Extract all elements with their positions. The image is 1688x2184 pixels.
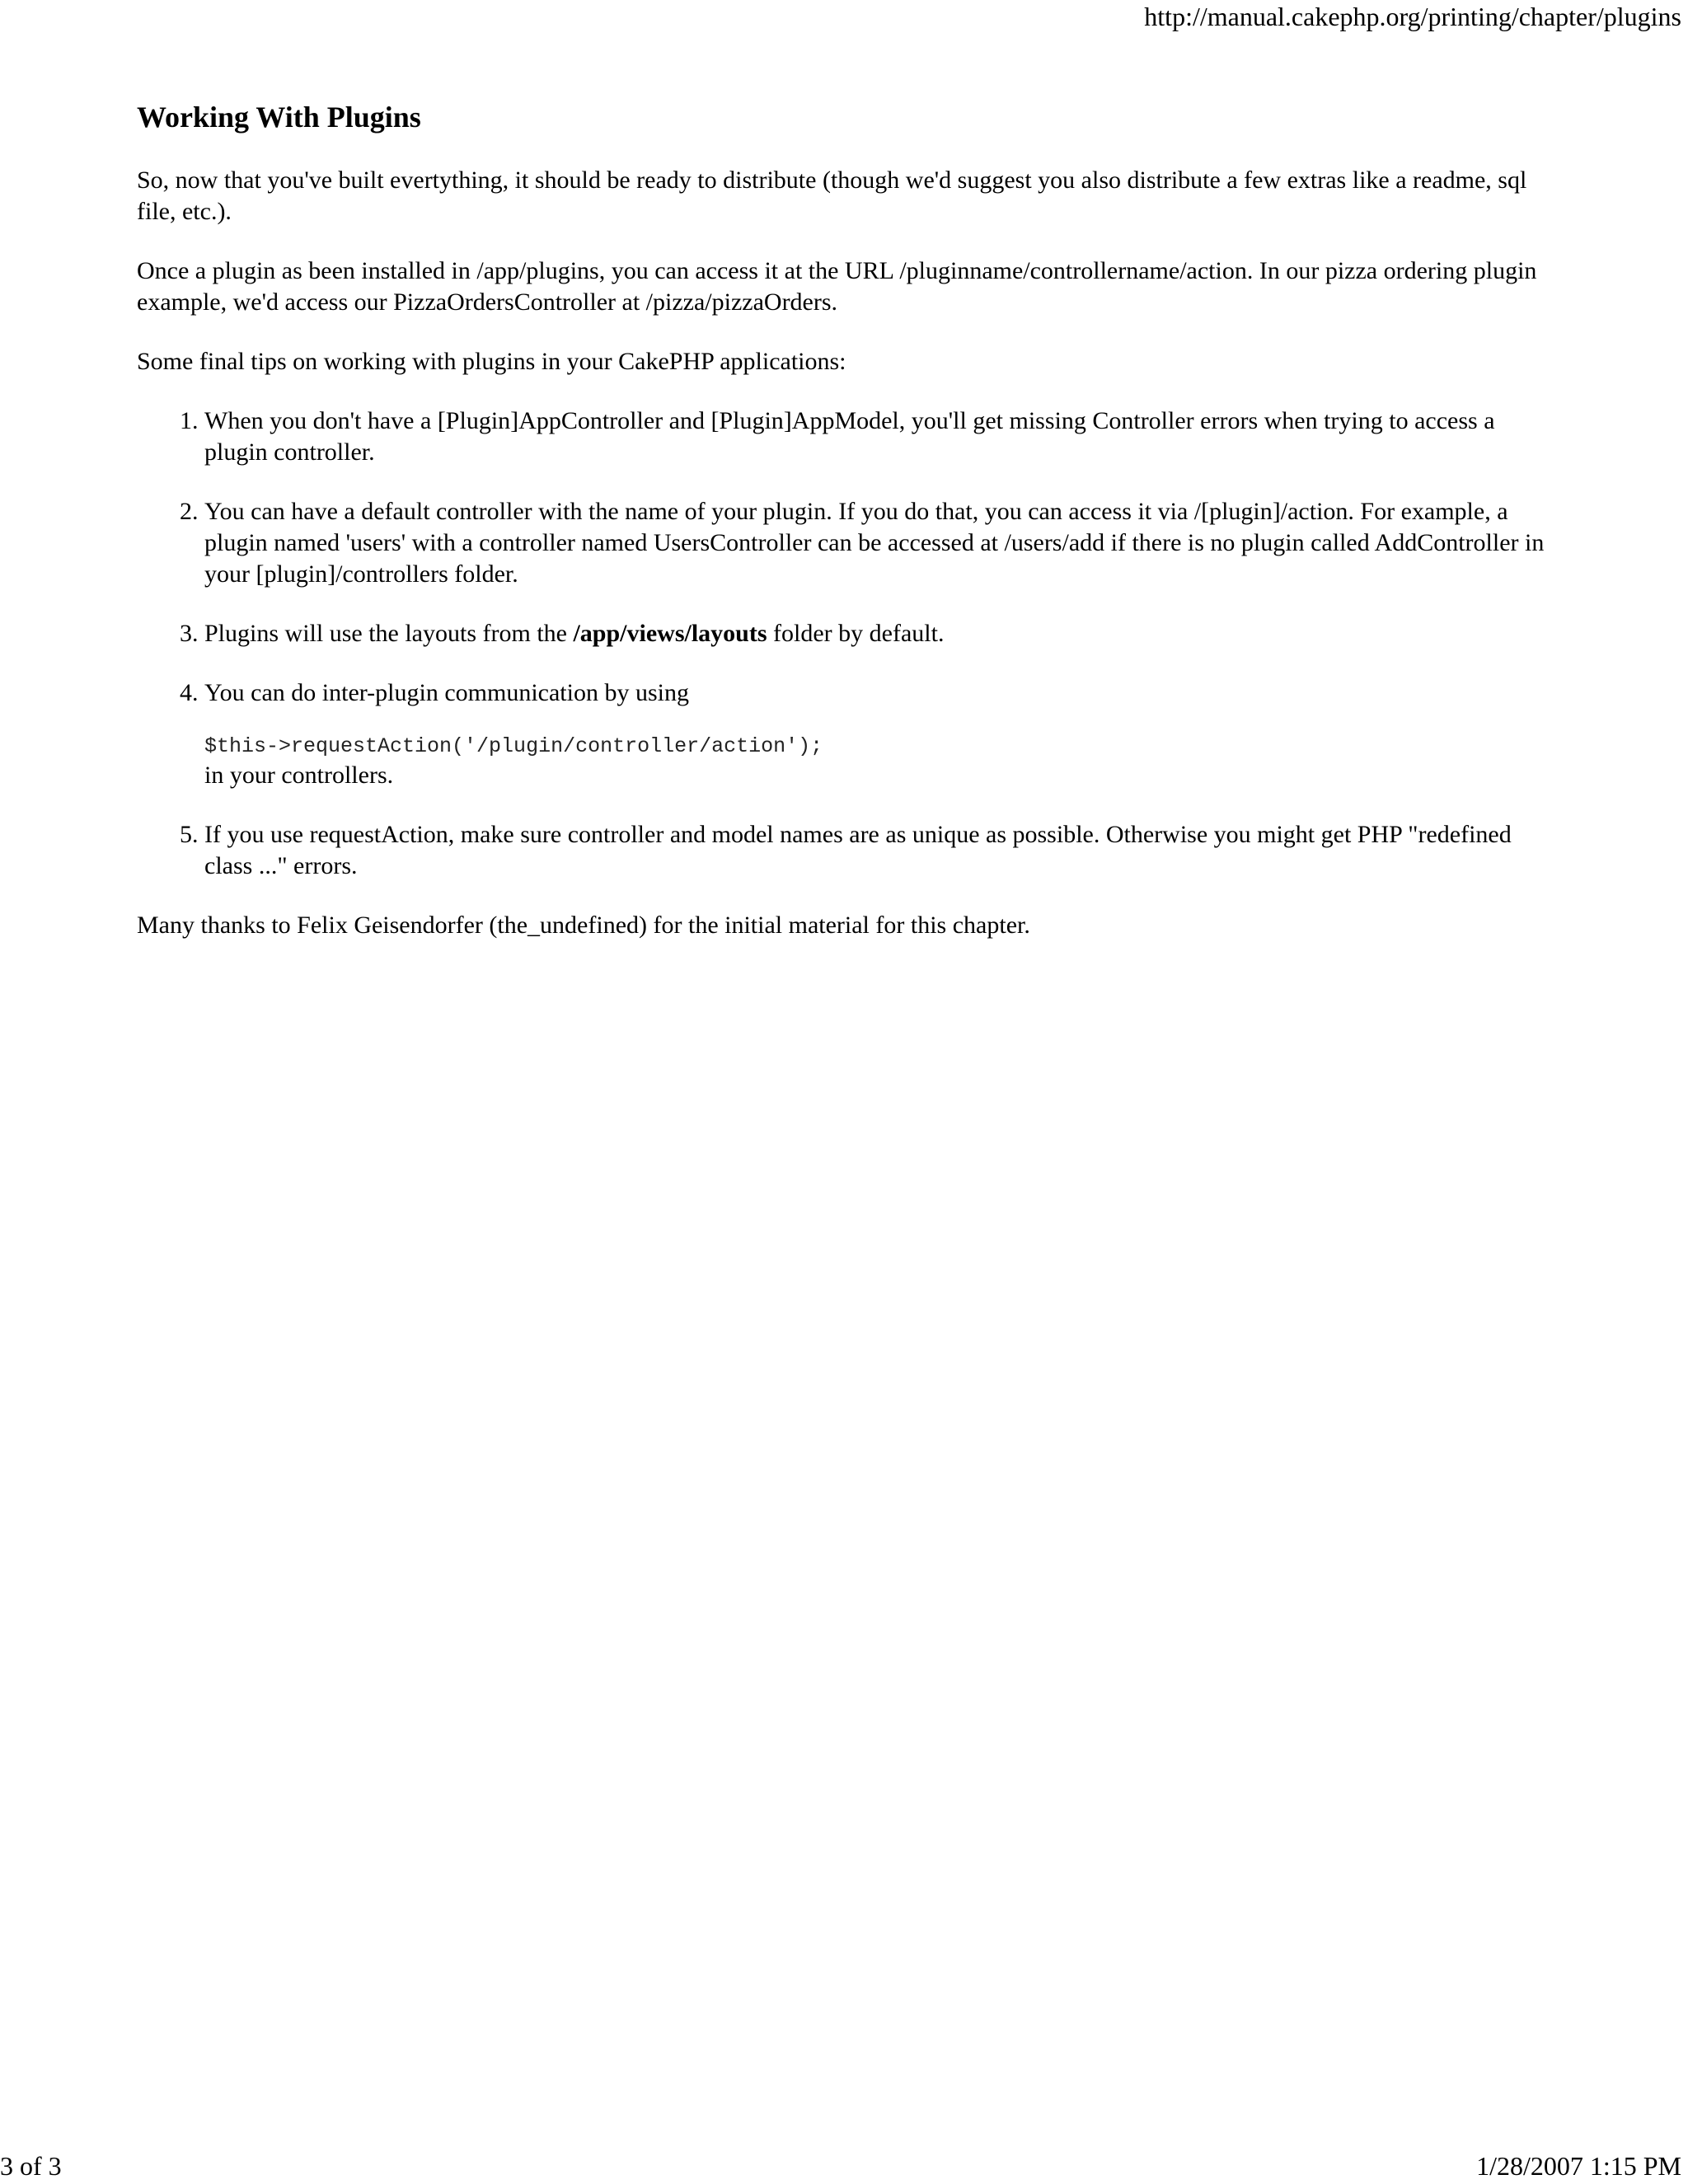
list-item — [204, 405, 1554, 468]
code-snippet: $this->requestAction('/plugin/controller/action'); — [204, 734, 823, 758]
page-title: Working With Plugins — [137, 101, 421, 134]
tip-text-after: folder by default. — [767, 620, 945, 647]
intro-paragraph-2: Once a plugin as been installed in /app/plugins, you can access it at the URL /pluginname/controllername/action. In our pizza ordering plugin example, we'd access our PizzaOrdersController at /pizza/pizzaOrders. — [137, 257, 1537, 316]
tip-text: If you use requestAction, make sure controller and model names are as unique as possible. Otherwise you might get PHP "redefined class ..." errors. — [204, 821, 1512, 879]
tip-text: You can have a default controller with the name of your plugin. If you do that, you can access it via /[plugin]/action. For example, a plugin named 'users' with a controller named UsersController can be accessed at /users/add if there is no plugin called AddController in your [plugin]/controllers folder. — [204, 498, 1545, 588]
list-item — [204, 819, 1554, 882]
tip-text: 4. You can do inter-plugin communication by using — [204, 679, 689, 706]
article — [137, 97, 1554, 969]
list-item — [204, 618, 1554, 649]
list-item — [204, 677, 1554, 791]
closing-paragraph: Many thanks to Felix Geisendorfer (the_undefined) for the initial material for this chapter. — [137, 912, 1030, 939]
tip-text-after-code: in your controllers. — [204, 762, 394, 789]
tips-list — [137, 405, 1554, 882]
layouts-path: /app/views/layouts — [573, 620, 767, 647]
tip-text-before: Plugins will use the layouts from the — [204, 620, 574, 647]
print-datetime: 1/28/2007 1:15 PM — [1476, 2151, 1681, 2181]
intro-paragraph-3: Some final tips on working with plugins in your CakePHP applications: — [137, 348, 846, 375]
page-number: 3 of 3 — [0, 2151, 62, 2181]
tip-text: When you don't have a [Plugin]AppController and [Plugin]AppModel, you'll get missing Controller errors when trying to access a plugin controller. — [204, 407, 1495, 466]
list-item — [204, 496, 1554, 590]
intro-paragraph-1: So, now that you've built evertything, it should be ready to distribute (though we'd suggest you also distribute a few extras like a readme, sql file, etc.). — [137, 166, 1527, 225]
header-url: http://manual.cakephp.org/printing/chapter/plugins — [1144, 2, 1681, 31]
